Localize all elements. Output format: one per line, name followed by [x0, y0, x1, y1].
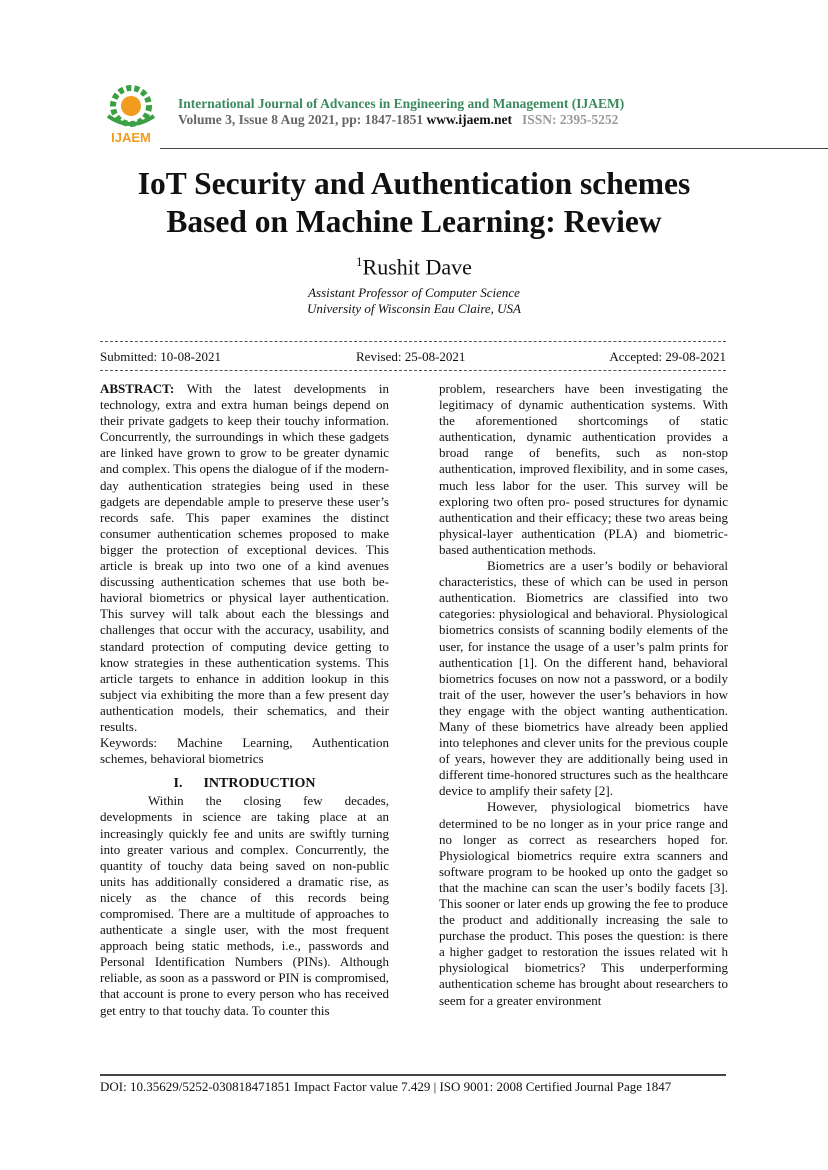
paper-title-line-1: IoT Security and Authentication schemes: [137, 166, 691, 201]
header-divider: [160, 148, 828, 149]
revised-date: Revised: 25-08-2021: [356, 349, 466, 364]
author-affiliation-number: 1: [356, 254, 363, 269]
journal-website-link[interactable]: www.ijaem.net: [426, 112, 513, 127]
left-column: [100, 381, 389, 1019]
svg-text:IJAEM: IJAEM: [111, 130, 151, 145]
intro-paragraph-1-continued: problem, researchers have been investigating the legitimacy of dynamic authentication systems. With the aforementioned shortcomings of static authentication, dynamic authentication provides a broad range of benefits, such as non-stop authentication, improved flexibility, and in some cases, much less labor for the user. This survey will be exploring two often pro- posed structures for dynamic authentication and their efficacy; these two areas being physical-layer authentication (PLA) and biometric-based authentication methods.: [439, 381, 728, 557]
intro-paragraph-1: Within the closing few decades, developments in science are taking place at an increasingly quickly fee and units are swiftly turning into greater various and complex. Concurrently, the quantity of touchy data being saved on non-public units has additionally considered a dramatic rise, as nicely as the chance of this records being compromised. There are a multitude of approaches to authenticate a single user, with the most frequent approach being static methods, i.e., passwords and Personal Identification Numbers (PINs). Although reliable, as soon as a password or PIN is compromised, that account is prone to every person who has received get entry to that touchy data. To counter this: [100, 793, 389, 1018]
journal-header: [96, 80, 828, 148]
introduction-heading: I. INTRODUCTION: [173, 776, 316, 792]
intro-paragraph-2: Biometrics are a user’s bodily or behavioral characteristics, these of which can be used in person authentication. Biometrics are classified into two categories: physiological and behavioral. Physiological biometrics consists of scanning bodily elements of the user, for instance the usage of a user’s palm prints for authentication [1]. On the different hand, behavioral biometrics focuses on now not a password, or a bodily trait of the user, however the user’s behaviors in how they engage with the object wanting authentication. Many of these biometrics have already been applied into telephones and clever units for the previous couple of years, however they are additionally being used in different time-honored structures such as the healthcare device to amplify their safety [2].: [439, 558, 728, 799]
abstract: [100, 381, 389, 735]
right-column: [439, 381, 728, 1009]
page-footer: DOI: 10.35629/5252-030818471851 Impact Factor value 7.429 | ISO 9001: 2008 Certified Journal Page 1847: [100, 1079, 672, 1094]
author-name-text: Rushit Dave: [362, 254, 472, 280]
issn: ISSN: 2395-5252: [522, 112, 619, 127]
dates-top-divider: [100, 341, 726, 342]
ijaem-logo-icon: [98, 80, 164, 146]
journal-meta: [178, 112, 618, 128]
author-name: [0, 254, 828, 280]
footer-divider: [100, 1074, 726, 1076]
accepted-date: Accepted: 29-08-2021: [609, 349, 726, 364]
paper-title-line-2: Based on Machine Learning: Review: [166, 204, 662, 239]
abstract-label: ABSTRACT:: [100, 381, 175, 396]
keywords: Keywords: Machine Learning, Authentication schemes, behavioral biometrics: [100, 735, 389, 767]
journal-name: International Journal of Advances in Engineering and Management (IJAEM): [178, 96, 625, 111]
dates-bottom-divider: [100, 370, 726, 371]
author-affiliation-role: Assistant Professor of Computer Science: [308, 285, 520, 300]
author-affiliation-institution: University of Wisconsin Eau Claire, USA: [307, 301, 521, 316]
intro-paragraph-3: However, physiological biometrics have determined to be no longer as in your price range and no longer as correct as researchers hoped for. Physiological biometrics require extra scanners and software program to be hooked up onto the gadget so that the machine can scan the user’s bodily facets [3]. This sooner or later ends up growing the fee to produce the product and additionally increasing the sale to purchase the product. This poses the question: is there a higher gadget to restoration the issues related wit h physiological biometrics? This underperforming authentication scheme has brought about researchers to seem for a greater environment: [439, 799, 728, 1008]
volume-info: Volume 3, Issue 8 Aug 2021, pp: 1847-1851: [178, 112, 427, 127]
abstract-text: With the latest developments in technology, extra and extra human beings depend on their private gadgets to keep their touchy information. Concurrently, the surroundings in which these gadgets are linked have grown to grow to be greater dynamic and complex. This opens the dialogue of if the modern-day authentication strategies being used in these gadgets are dependable ample to preserve these user’s records safe. This paper examines the distinct consumer authentication schemes proposed to make bigger the protection of exceptional devices. This article is break up into two one of a kind avenues discussing authentication schemes that use both be- havioral biometrics or physical layer authentication. This survey will talk about each the blessings and challenges that occur with the accuracy, usability, and standard protection of computing device getting to know strategies in these authentication systems. This article targets to enhance in addition lookup in this subject via exhibiting the more than a few present day authentication models, their schematics, and their results.: [100, 381, 389, 734]
submitted-date: Submitted: 10-08-2021: [100, 349, 221, 364]
